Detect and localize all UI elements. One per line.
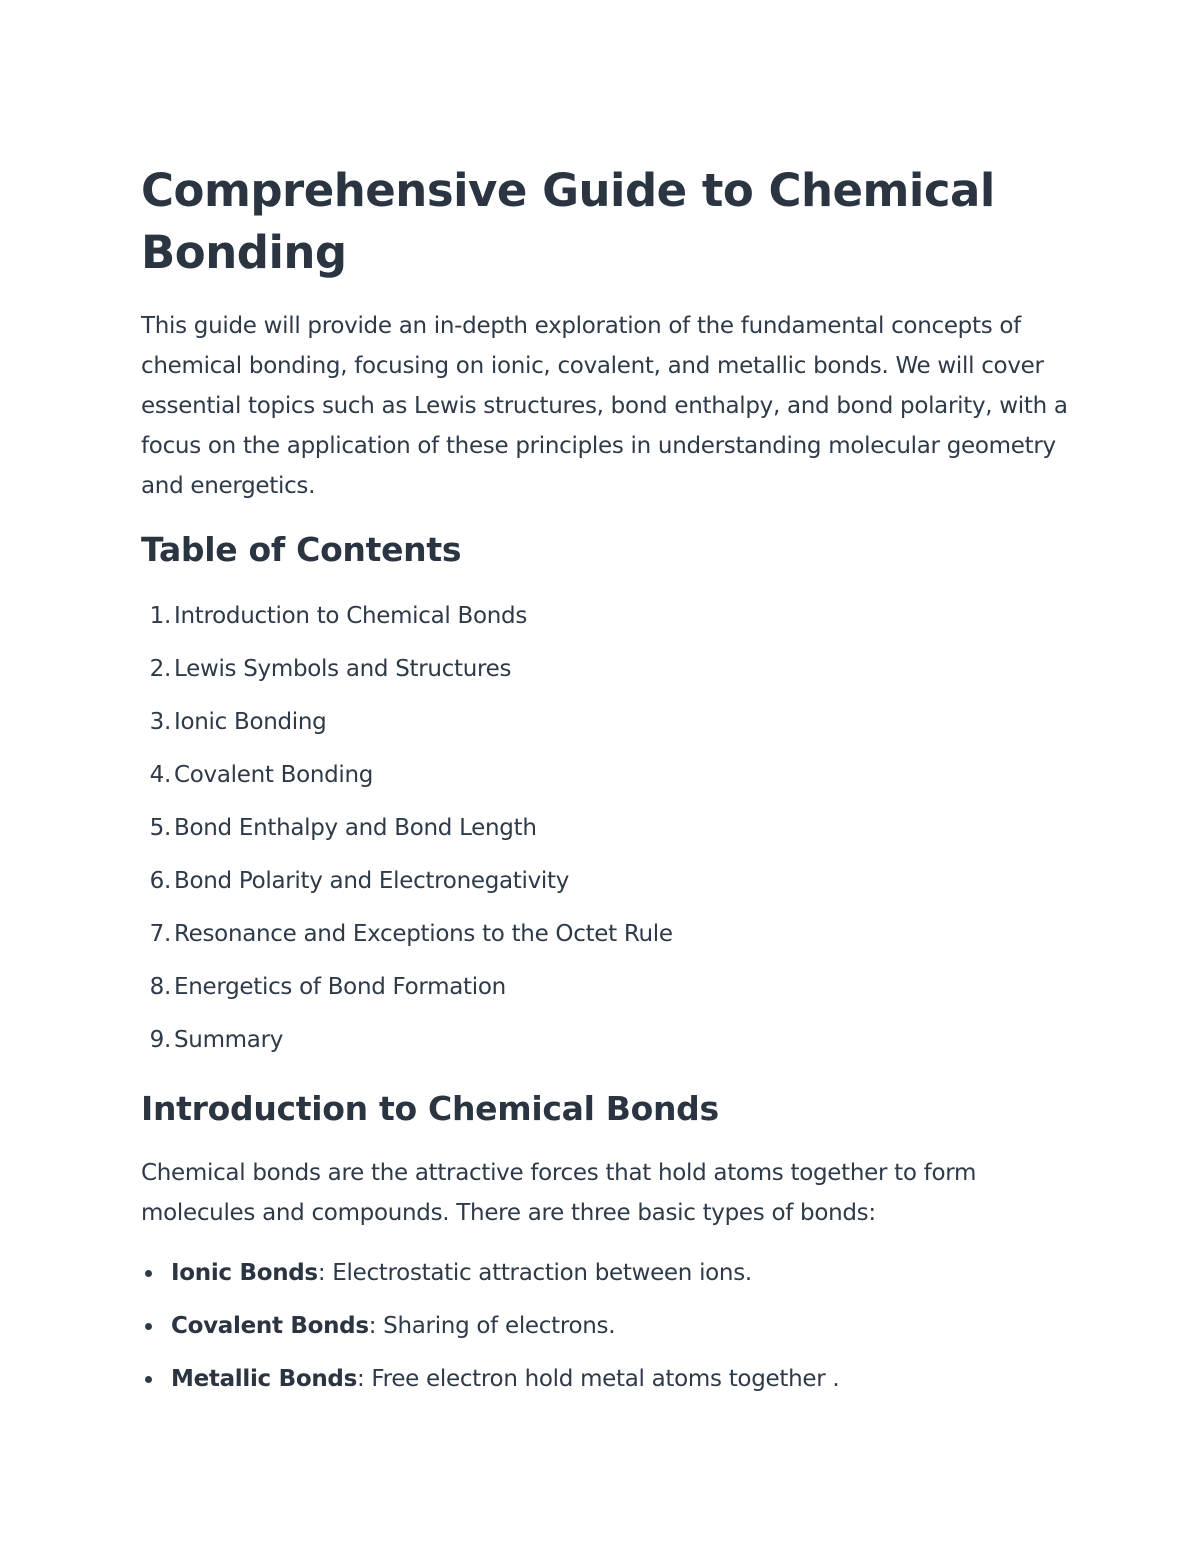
bond-description: : Electrostatic attraction between ions. [317, 1260, 752, 1286]
toc-heading: Table of Contents [141, 530, 462, 569]
bullet-icon [145, 1270, 152, 1277]
list-item [141, 1300, 1071, 1353]
toc-item-number: 1 . [141, 590, 171, 643]
list-item [141, 1353, 1071, 1406]
toc-item-label: Summary [174, 1027, 284, 1053]
section-heading-introduction: Introduction to Chemical Bonds [141, 1089, 719, 1128]
toc-item [141, 643, 1071, 696]
toc-item [141, 961, 1071, 1014]
toc-item-label: Covalent Bonding [174, 762, 374, 788]
toc-item-number: 2 . [141, 643, 171, 696]
toc-item-number: 8 . [141, 961, 171, 1014]
table-of-contents [141, 590, 1071, 1067]
page-title: Comprehensive Guide to Chemical Bonding [141, 164, 995, 279]
toc-item-label: Energetics of Bond Formation [174, 974, 506, 1000]
toc-item-number: 7 . [141, 908, 171, 961]
bullet-icon [145, 1323, 152, 1330]
bond-description: : Sharing of electrons. [368, 1313, 616, 1339]
bond-term: Metallic Bonds [171, 1366, 357, 1392]
toc-item [141, 908, 1071, 961]
list-item [141, 1247, 1071, 1300]
introduction-paragraph: Chemical bonds are the attractive forces that hold atoms together to form molecules and compounds. There are three basic types of bonds: [141, 1160, 977, 1226]
toc-item-number: 5 . [141, 802, 171, 855]
toc-item [141, 749, 1071, 802]
bond-types-list [141, 1247, 1071, 1406]
toc-item [141, 1014, 1071, 1067]
toc-item-label: Resonance and Exceptions to the Octet Rule [174, 921, 673, 947]
bond-term: Covalent Bonds [171, 1313, 369, 1339]
toc-item-number: 9 . [141, 1014, 171, 1067]
toc-item-label: Bond Polarity and Electronegativity [174, 868, 570, 894]
toc-item [141, 590, 1071, 643]
toc-item [141, 855, 1071, 908]
bullet-icon [145, 1376, 152, 1383]
toc-item [141, 696, 1071, 749]
toc-item-label: Bond Enthalpy and Bond Length [174, 815, 537, 841]
toc-item [141, 802, 1071, 855]
bond-description: : Free electron hold metal atoms together . [356, 1366, 840, 1392]
toc-item-number: 6 . [141, 855, 171, 908]
toc-item-number: 4 . [141, 749, 171, 802]
bond-term: Ionic Bonds [171, 1260, 318, 1286]
toc-item-label: Introduction to Chemical Bonds [174, 603, 528, 629]
toc-item-label: Lewis Symbols and Structures [174, 656, 512, 682]
document-page [141, 160, 1071, 1406]
toc-item-number: 3 . [141, 696, 171, 749]
toc-item-label: Ionic Bonding [174, 709, 327, 735]
intro-paragraph: This guide will provide an in-depth exploration of the fundamental concepts of chemical bonding, focusing on ionic, covalent, and metallic bonds. We will cover essential topics such as Lewis structures, bond enthalpy, and bond polarity, with a focus on the application of these principles in understanding molecular geometry and energetics. [141, 313, 1068, 499]
